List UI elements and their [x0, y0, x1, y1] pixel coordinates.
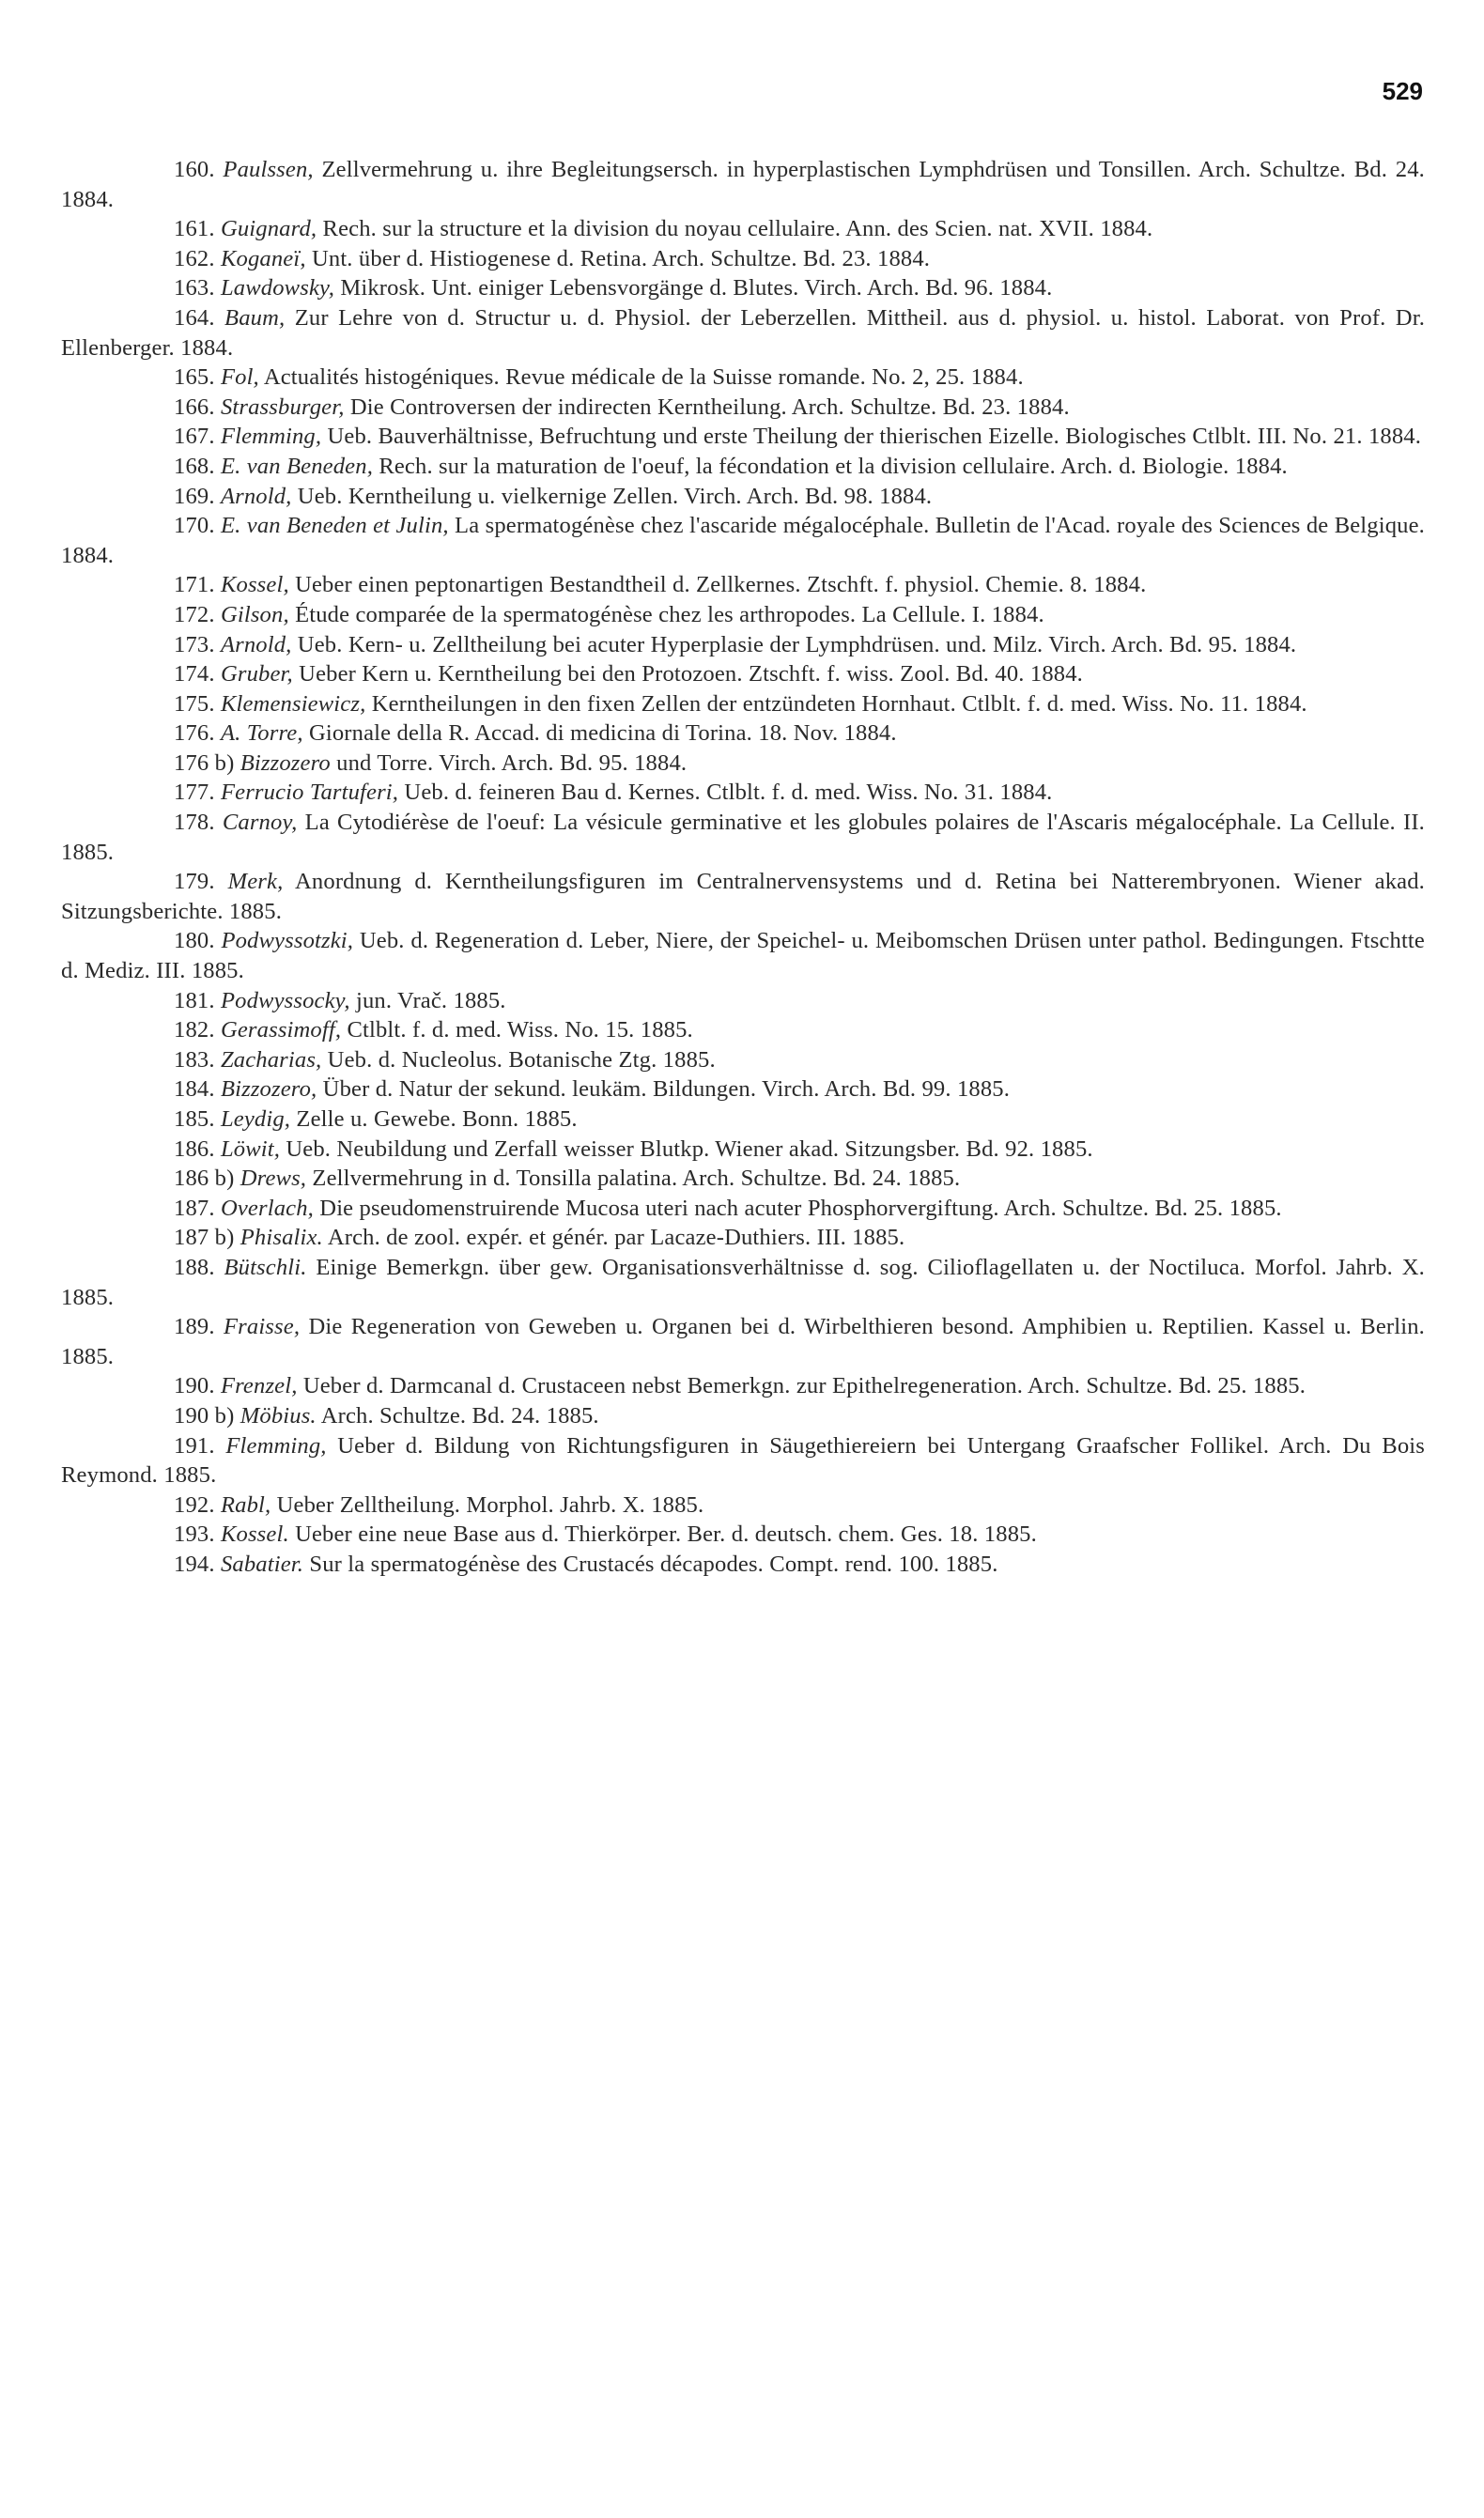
reference-text: Zellvermehrung in d. Tonsilla palatina. Arch. Schultze. Bd. 24. 1885.: [312, 1166, 961, 1192]
reference-number: 164.: [174, 304, 215, 331]
reference-text: Ueb. d. Nucleolus. Botanische Ztg. 1885.: [327, 1046, 716, 1073]
reference-author: Flemming,: [220, 424, 322, 450]
reference-author: Gilson,: [220, 601, 289, 627]
reference-author: Kossel.: [220, 1522, 289, 1548]
reference-number: 190 b): [174, 1402, 235, 1429]
reference-entry: [61, 1520, 1425, 1550]
reference-author: Kossel,: [220, 572, 289, 598]
reference-entry: [61, 749, 1425, 779]
reference-entry: [61, 986, 1425, 1016]
reference-text: Ueber einen peptonartigen Bestandtheil d. Zellkernes. Ztschft. f. physiol. Chemie. 8. 1884.: [295, 572, 1147, 598]
reference-text: Ueber Kern u. Kerntheilung bei den Protozoen. Ztschft. f. wiss. Zool. Bd. 40. 1884.: [299, 661, 1083, 687]
reference-author: Carnoy,: [222, 810, 298, 836]
reference-number: 168.: [174, 453, 215, 479]
reference-number: 191.: [174, 1432, 215, 1459]
reference-entry: [61, 808, 1425, 867]
reference-number: 181.: [174, 987, 215, 1013]
reference-text: Arch. Schultze. Bd. 24. 1885.: [320, 1402, 599, 1429]
reference-entry: [61, 363, 1425, 393]
reference-text: Unt. über d. Histiogenese d. Retina. Arch. Schultze. Bd. 23. 1884.: [311, 245, 931, 271]
reference-author: Fraisse,: [223, 1314, 301, 1340]
reference-entry: [61, 1164, 1425, 1194]
reference-text: Anordnung d. Kerntheilungsfiguren im Centralnervensystems und d. Retina bei Natterembryonen. Wiener akad. Sitzungsberichte. 1885.: [61, 869, 1425, 924]
reference-number: 165.: [174, 364, 215, 391]
reference-author: Merk,: [227, 869, 284, 895]
reference-text: Ueber eine neue Base aus d. Thierkörper. Ber. d. deutsch. chem. Ges. 18. 1885.: [295, 1522, 1037, 1548]
reference-author: Strassburger,: [220, 394, 345, 420]
reference-text: Zur Lehre von d. Structur u. d. Physiol. der Leberzellen. Mittheil. aus d. physiol. u. histol. Laborat. von Prof. Dr. Ellenberger. 1884.: [61, 304, 1425, 361]
reference-text: Étude comparée de la spermatogénèse chez les arthropodes. La Cellule. I. 1884.: [295, 601, 1044, 627]
reference-author: Löwit,: [220, 1135, 281, 1162]
reference-entry: [61, 1105, 1425, 1135]
reference-number: 188.: [174, 1254, 215, 1280]
reference-text: Zellvermehrung u. ihre Begleitungsersch. in hyperplastischen Lymphdrüsen und Tonsillen. Arch. Schultze. Bd. 24. 1884.: [61, 157, 1425, 212]
reference-number: 171.: [174, 572, 215, 598]
reference-text: Ueb. d. feineren Bau d. Kernes. Ctlblt. f. d. med. Wiss. No. 31. 1884.: [404, 780, 1053, 806]
reference-text: Ueber d. Bildung von Richtungsfiguren in Säugethiereiern bei Untergang Graafscher Follikel. Arch. Du Bois Reymond. 1885.: [61, 1432, 1425, 1489]
reference-text: Arch. de zool. expér. et génér. par Lacaze-Duthiers. III. 1885.: [327, 1225, 905, 1251]
reference-text: und Torre. Virch. Arch. Bd. 95. 1884.: [336, 749, 688, 776]
reference-author: Frenzel,: [220, 1373, 298, 1399]
reference-text: Ctlblt. f. d. med. Wiss. No. 15. 1885.: [347, 1017, 693, 1043]
reference-entry: [61, 214, 1425, 244]
reference-author: Arnold,: [220, 631, 292, 657]
reference-author: A. Torre,: [220, 720, 303, 747]
reference-number: 185.: [174, 1106, 215, 1132]
reference-number: 183.: [174, 1046, 215, 1073]
reference-author: Bütschli.: [224, 1254, 307, 1280]
reference-number: 172.: [174, 601, 215, 627]
reference-author: Rabl,: [220, 1491, 271, 1518]
reference-number: 187.: [174, 1195, 215, 1221]
reference-author: Phisalix.: [240, 1225, 323, 1251]
reference-text: Giornale della R. Accad. di medicina di Torina. 18. Nov. 1884.: [308, 720, 897, 747]
reference-author: Lawdowsky,: [220, 275, 335, 301]
reference-number: 170.: [174, 513, 215, 539]
reference-author: Drews,: [240, 1166, 307, 1192]
reference-number: 179.: [174, 869, 215, 895]
reference-entry: [61, 1223, 1425, 1253]
reference-author: Guignard,: [220, 216, 317, 242]
reference-number: 177.: [174, 780, 215, 806]
reference-number: 194.: [174, 1551, 215, 1577]
reference-author: Koganeï,: [220, 245, 306, 271]
reference-author: Podwyssocky,: [220, 987, 350, 1013]
reference-entry: [61, 867, 1425, 926]
reference-number: 167.: [174, 424, 215, 450]
reference-number: 182.: [174, 1017, 215, 1043]
reference-text: Sur la spermatogénèse des Crustacés décapodes. Compt. rend. 100. 1885.: [309, 1551, 998, 1577]
reference-author: Zacharias,: [220, 1046, 322, 1073]
reference-author: Möbius.: [240, 1402, 317, 1429]
reference-entry: [61, 511, 1425, 570]
reference-entry: [61, 1135, 1425, 1165]
reference-text: Ueber Zelltheilung. Morphol. Jahrb. X. 1885.: [276, 1491, 704, 1518]
reference-text: Ueber d. Darmcanal d. Crustaceen nebst Bemerkgn. zur Epithelregeneration. Arch. Schultze. Bd. 25. 1885.: [302, 1373, 1306, 1399]
reference-entry: [61, 273, 1425, 303]
reference-entry: [61, 630, 1425, 660]
reference-author: Arnold,: [220, 483, 292, 509]
reference-text: Ueb. Kern- u. Zelltheilung bei acuter Hyperplasie der Lymphdrüsen. und. Milz. Virch. Arch. Bd. 95. 1884.: [297, 631, 1297, 657]
reference-entry: [61, 1491, 1425, 1521]
reference-entry: [61, 1550, 1425, 1580]
reference-author: Flemming,: [225, 1432, 327, 1459]
reference-number: 174.: [174, 661, 215, 687]
reference-number: 192.: [174, 1491, 215, 1518]
reference-text: Ueb. d. Regeneration d. Leber, Niere, der Speichel- u. Meibomschen Drüsen unter pathol. Bedingungen. Ftschtte d. Mediz. III. 1885.: [61, 928, 1425, 984]
reference-entry: [61, 1431, 1425, 1491]
reference-text: Rech. sur la structure et la division du noyau cellulaire. Ann. des Scien. nat. XVII. 1884.: [322, 216, 1153, 242]
reference-entry: [61, 1371, 1425, 1401]
reference-number: 180.: [174, 928, 215, 954]
reference-number: 176.: [174, 720, 215, 747]
reference-number: 176 b): [174, 749, 235, 776]
reference-author: Podwyssotzki,: [221, 928, 354, 954]
reference-entry: [61, 452, 1425, 482]
reference-text: Actualités histogéniques. Revue médicale de la Suisse romande. No. 2, 25. 1884.: [263, 364, 1024, 391]
reference-author: Bizzozero,: [220, 1076, 317, 1103]
reference-entry: [61, 689, 1425, 719]
reference-entry: [61, 1074, 1425, 1105]
reference-entry: [61, 1312, 1425, 1371]
reference-text: Kerntheilungen in den fixen Zellen der entzündeten Hornhaut. Ctlblt. f. d. med. Wiss. No. 11. 1884.: [371, 690, 1307, 717]
reference-number: 161.: [174, 216, 215, 242]
page-number: 529: [1382, 77, 1423, 105]
reference-text: Die pseudomenstruirende Mucosa uteri nach acuter Phosphorvergiftung. Arch. Schultze. Bd. 25. 1885.: [319, 1195, 1282, 1221]
reference-text: Über d. Natur der sekund. leukäm. Bildungen. Virch. Arch. Bd. 99. 1885.: [322, 1076, 1011, 1103]
reference-entry: [61, 718, 1425, 749]
reference-entry: [61, 570, 1425, 600]
reference-text: Mikrosk. Unt. einiger Lebensvorgänge d. Blutes. Virch. Arch. Bd. 96. 1884.: [340, 275, 1053, 301]
reference-number: 186.: [174, 1135, 215, 1162]
reference-text: La Cytodiérèse de l'oeuf: La vésicule germinative et les globules polaires de l'Ascaris mégalocéphale. La Cellule. II. 1885.: [61, 810, 1425, 865]
reference-entry: [61, 244, 1425, 274]
reference-author: Fol,: [220, 364, 259, 391]
reference-entry: [61, 303, 1425, 363]
reference-number: 162.: [174, 245, 215, 271]
reference-entry: [61, 659, 1425, 689]
reference-number: 175.: [174, 690, 215, 717]
reference-author: Gerassimoff,: [220, 1017, 342, 1043]
reference-author: Klemensiewicz,: [220, 690, 366, 717]
reference-number: 187 b): [174, 1225, 235, 1251]
reference-number: 189.: [174, 1314, 215, 1340]
reference-entry: [61, 600, 1425, 630]
reference-text: Ueb. Neubildung und Zerfall weisser Blutkp. Wiener akad. Sitzungsber. Bd. 92. 1885.: [286, 1135, 1093, 1162]
reference-number: 166.: [174, 394, 215, 420]
reference-text: La spermatogénèse chez l'ascaride mégalocéphale. Bulletin de l'Acad. royale des Sciences de Belgique. 1884.: [61, 513, 1425, 568]
reference-entry: [61, 155, 1425, 214]
reference-entry: [61, 1401, 1425, 1431]
reference-entry: [61, 1015, 1425, 1045]
reference-number: 163.: [174, 275, 215, 301]
reference-text: Ueb. Bauverhältnisse, Befruchtung und erste Theilung der thierischen Eizelle. Biologisches Ctlblt. III. No. 21. 1884.: [327, 424, 1422, 450]
reference-text: Rech. sur la maturation de l'oeuf, la fécondation et la division cellulaire. Arch. d. Biologie. 1884.: [379, 453, 1288, 479]
reference-number: 173.: [174, 631, 215, 657]
reference-entry: [61, 1045, 1425, 1075]
reference-author: Baum,: [224, 304, 286, 331]
reference-number: 178.: [174, 810, 215, 836]
reference-text: Einige Bemerkgn. über gew. Organisationsverhältnisse d. sog. Cilioflagellaten u. der Noctiluca. Morfol. Jahrb. X. 1885.: [61, 1254, 1425, 1310]
reference-number: 186 b): [174, 1166, 235, 1192]
reference-text: Zelle u. Gewebe. Bonn. 1885.: [296, 1106, 578, 1132]
reference-author: Ferrucio Tartuferi,: [220, 780, 399, 806]
reference-author: Leydig,: [220, 1106, 291, 1132]
reference-author: E. van Beneden,: [220, 453, 373, 479]
reference-text: Die Controversen der indirecten Kerntheilung. Arch. Schultze. Bd. 23. 1884.: [349, 394, 1070, 420]
reference-number: 193.: [174, 1522, 215, 1548]
reference-number: 184.: [174, 1076, 215, 1103]
reference-author: Bizzozero: [240, 749, 331, 776]
reference-text: Die Regeneration von Geweben u. Organen bei d. Wirbelthieren besond. Amphibien u. Reptilien. Kassel u. Berlin. 1885.: [61, 1314, 1425, 1369]
reference-entry: [61, 1194, 1425, 1224]
reference-text: Ueb. Kerntheilung u. vielkernige Zellen. Virch. Arch. Bd. 98. 1884.: [297, 483, 933, 509]
reference-list: [61, 155, 1425, 1580]
reference-entry: [61, 926, 1425, 985]
reference-number: 160.: [174, 157, 215, 182]
reference-author: Paulssen,: [223, 157, 314, 182]
reference-number: 169.: [174, 483, 215, 509]
reference-entry: [61, 778, 1425, 808]
reference-author: E. van Beneden et Julin,: [220, 513, 449, 539]
reference-entry: [61, 1253, 1425, 1312]
reference-author: Overlach,: [220, 1195, 314, 1221]
reference-entry: [61, 482, 1425, 512]
reference-entry: [61, 422, 1425, 452]
reference-entry: [61, 393, 1425, 423]
reference-number: 190.: [174, 1373, 215, 1399]
reference-text: jun. Vrač. 1885.: [355, 987, 506, 1013]
reference-author: Gruber,: [220, 661, 293, 687]
reference-author: Sabatier.: [220, 1551, 304, 1577]
